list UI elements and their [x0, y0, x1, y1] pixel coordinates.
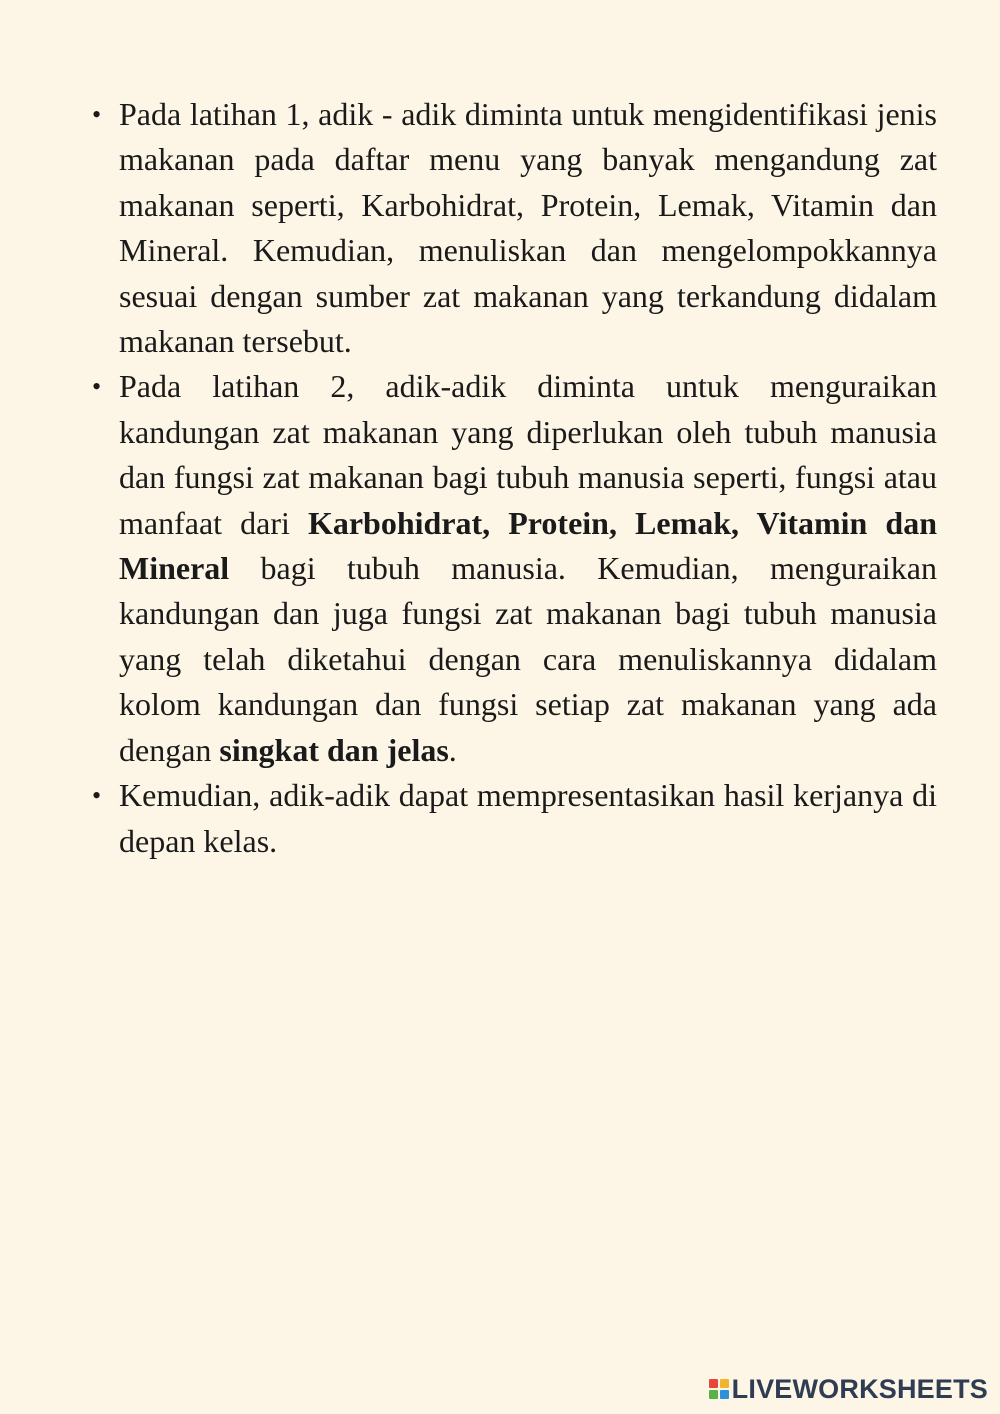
liveworksheets-logo	[709, 1374, 988, 1404]
item-text: Kemudian, adik-adik dapat mempresentasikan hasil kerjanya di depan kelas.	[119, 777, 937, 859]
bullet-icon: •	[92, 781, 102, 811]
logo-square	[709, 1390, 718, 1399]
logo-text: LIVEWORKSHEETS	[731, 1374, 988, 1404]
logo-square	[720, 1379, 729, 1388]
bullet-icon: •	[92, 100, 102, 129]
list-item	[92, 364, 937, 773]
logo-square	[709, 1379, 718, 1388]
item-text: Pada latihan 2, adik-adik diminta untuk menguraikan kandungan zat makanan yang diperlukan oleh tubuh manusia dan fungsi zat makanan bagi tubuh manusia seperti, fungsi atau manfaat dari	[119, 368, 937, 541]
item-text: .	[448, 731, 457, 768]
logo-mark-icon	[709, 1379, 729, 1399]
item-text: Pada latihan 1, adik - adik diminta untuk mengidentifikasi jenis makanan pada daftar menu yang banyak mengandung zat makanan seperti, Karbohidrat, Protein, Lemak, Vitamin dan Mineral. Kemudian, menuliskan dan mengelompokkannya sesuai dengan sumber zat makanan yang terkandung didalam makanan tersebut.	[119, 96, 937, 360]
bullet-icon: •	[92, 372, 102, 402]
list-item	[92, 773, 937, 864]
emphasis-text: singkat dan jelas	[219, 731, 449, 768]
logo-square	[720, 1390, 729, 1399]
list-item	[92, 92, 937, 364]
emphasis-text: Karbohidrat, Protein, Lemak, Vitamin dan Mineral	[119, 504, 937, 587]
item-text: bagi tubuh manusia. Kemudian, menguraikan kandungan dan juga fungsi zat makanan bagi tubuh manusia yang telah diketahui dengan cara menuliskannya didalam kolom kandungan dan fungsi setiap zat makanan yang ada dengan	[119, 550, 937, 768]
instruction-list	[92, 92, 937, 864]
